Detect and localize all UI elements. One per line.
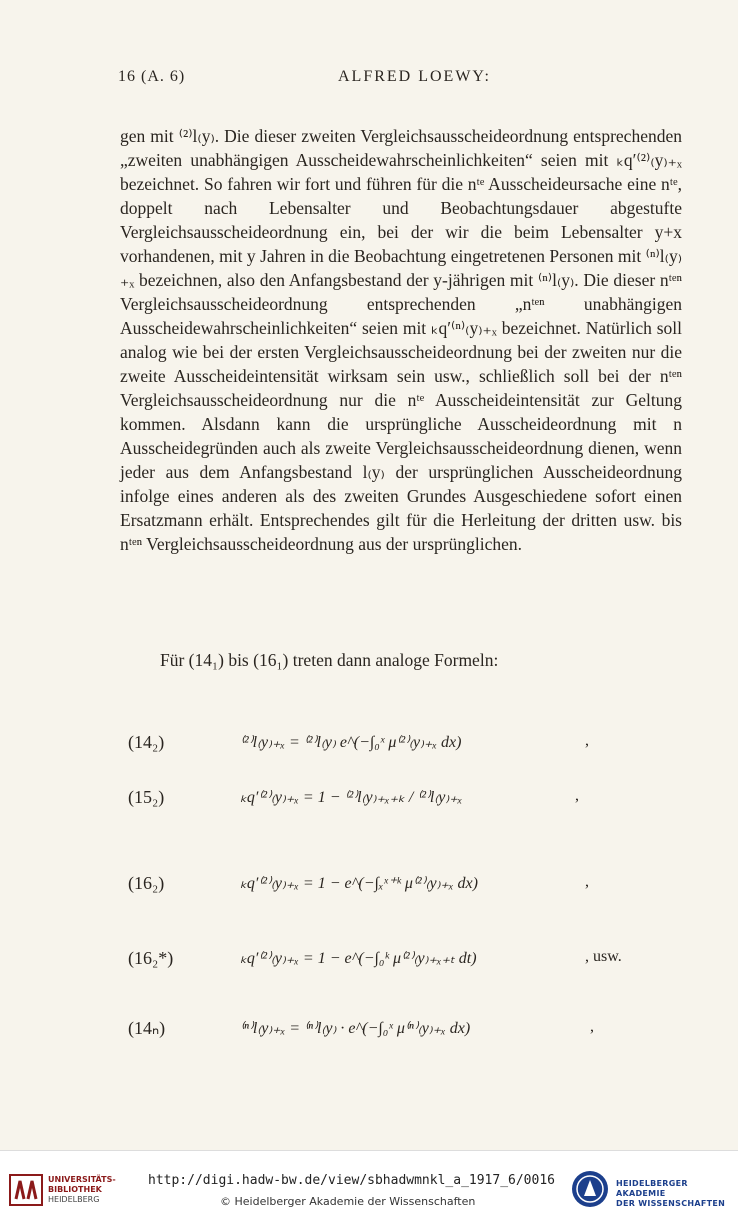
academy-seal-icon	[570, 1169, 610, 1209]
formula-tail: , usw.	[585, 948, 622, 965]
formula-label: (15₂)	[128, 787, 165, 807]
formula-expression: ₖq′⁽²⁾₍y₎₊ₓ = 1 − e^(−∫₀ᵏ μ⁽²⁾₍y₎₊ₓ₊ₜ dt)	[240, 950, 477, 967]
copyright-notice: © Heidelberger Akademie der Wissenschaften	[220, 1195, 476, 1208]
formula-label: (16₂)	[128, 873, 165, 893]
formula-expression: ⁽ⁿ⁾l₍y₎₊ₓ = ⁽ⁿ⁾l₍y₎ · e^(−∫₀ˣ μ⁽ⁿ⁾₍y₎₊ₓ dx)	[240, 1020, 471, 1037]
university-library-name: UNIVERSITÄTS- BIBLIOTHEK HEIDELBERG	[48, 1175, 116, 1204]
body-text	[120, 124, 682, 556]
formula-16-2	[120, 873, 680, 913]
formula-label: (14ₙ)	[128, 1018, 166, 1038]
formula-16-2-star	[120, 948, 680, 988]
formula-expression: ₖq′⁽²⁾₍y₎₊ₓ = 1 − ⁽²⁾l₍y₎₊ₓ₊ₖ / ⁽²⁾l₍y₎₊ₓ	[240, 789, 463, 806]
formula-expression: ⁽²⁾l₍y₎₊ₓ = ⁽²⁾l₍y₎ e^(−∫₀ˣ μ⁽²⁾₍y₎₊ₓ dx)	[240, 734, 462, 751]
formula-tail: ,	[590, 1018, 594, 1035]
main-paragraph: gen mit ⁽²⁾l₍y₎. Die dieser zweiten Vergleichsausscheideordnung entsprechenden „zweiten unabhängigen Ausscheidewahrscheinlichkeiten“ seien mit ₖq′⁽²⁾₍y₎₊ₓ bezeichnet. So fahren wir fort und führen für die nᵗᵉ Ausscheideursache eine nᵗᵉ, doppelt nach Lebensalter und Beobachtungsdauer abgestufte Vergleichsausscheideordnung ein, bei der wir die beim Lebensalter y+x vorhandenen, mit y Jahren in die Beobachtung eingetretenen Personen mit ⁽ⁿ⁾l₍y₎₊ₓ bezeichnen, also den Anfangsbestand der y-jährigen mit ⁽ⁿ⁾l₍y₎. Die dieser nᵗᵉⁿ Vergleichsausscheideordnung entsprechenden „nᵗᵉⁿ unabhängigen Ausscheidewahrscheinlichkeiten“ seien mit ₖq′⁽ⁿ⁾₍y₎₊ₓ bezeichnet. Natürlich soll analog wie bei der ersten Vergleichsausscheideordnung bei der zweiten nur die zweite Ausscheideintensität wirksam sein usw., schließlich soll bei der nᵗᵉⁿ Vergleichsausscheideordnung nur die nᵗᵉ Ausscheideintensität zur Geltung kommen. Alsdann kann die ursprüngliche Ausscheideordnung mit n Ausscheidegründen auch als zweite Vergleichsausscheideordnung dienen, wenn jeder aus dem Anfangsbestand l₍y₎ der ursprünglichen Ausscheideordnung infolge eines anderen als des zweiten Grundes Ausgeschiedene sofort einen Ersatzmann erhält. Entsprechendes gilt für die Herleitung der dritten usw. bis nᵗᵉⁿ Vergleichsausscheideordnung aus der ursprünglichen.	[120, 126, 682, 554]
permalink-url[interactable]: http://digi.hadw-bw.de/view/sbhadwmnkl_a_1917_6/0016	[148, 1173, 555, 1188]
academy-name: HEIDELBERGER AKADEMIE DER WISSENSCHAFTEN	[616, 1179, 726, 1208]
formula-expression: ₖq′⁽²⁾₍y₎₊ₓ = 1 − e^(−∫ₓˣ⁺ᵏ μ⁽²⁾₍y₎₊ₓ dx)	[240, 875, 478, 892]
page-number: 16 (A. 6)	[118, 68, 186, 85]
running-title: ALFRED LOEWY:	[338, 68, 491, 85]
formula-label: (14₂)	[128, 732, 165, 752]
university-library-logo-icon	[8, 1171, 44, 1207]
viewer-footer	[0, 1150, 738, 1217]
formula-tail: ,	[585, 873, 589, 890]
formula-intro: Für (14₁) bis (16₁) treten dann analoge Formeln:	[160, 650, 499, 670]
formula-tail: ,	[585, 732, 589, 749]
formula-15-2	[120, 787, 680, 827]
formula-label: (16₂*)	[128, 948, 174, 968]
formula-14-n	[120, 1018, 680, 1058]
formula-tail: ,	[575, 787, 579, 804]
formula-14-2	[120, 732, 680, 772]
